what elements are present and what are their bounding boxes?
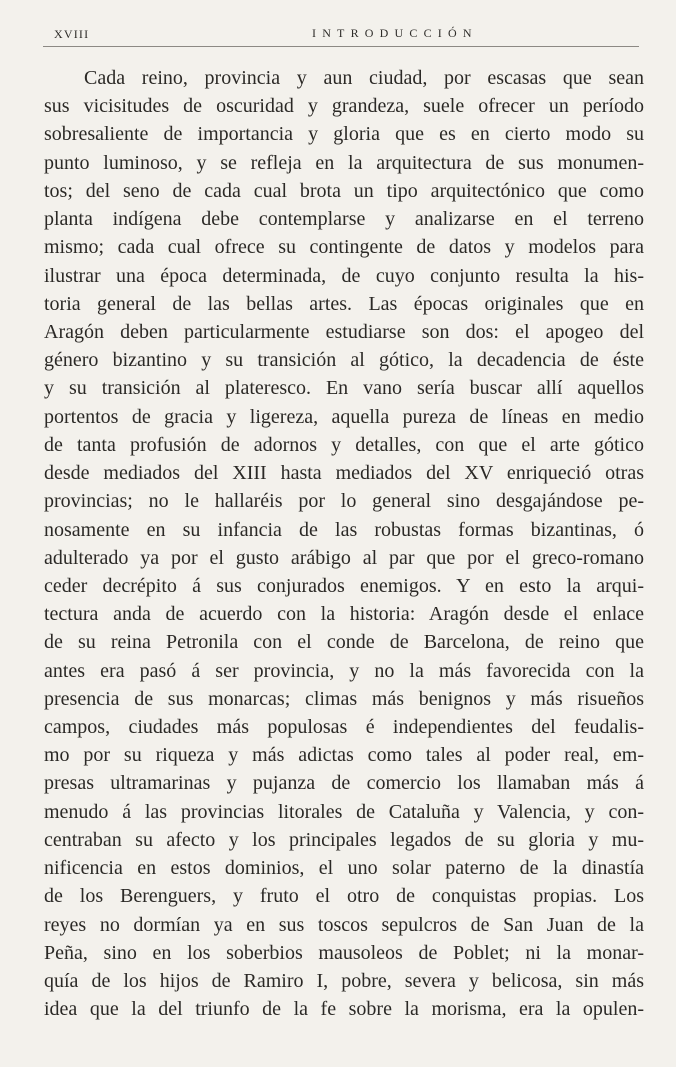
- text-line: y su transición al plateresco. En vano sería buscar allí aquellos: [44, 377, 644, 400]
- text-line: mismo; cada cual ofrece su contingente de datos y modelos para: [44, 236, 644, 259]
- text-line: Peña, sino en los soberbios mausoleos de Poblet; ni la monar-: [44, 941, 644, 964]
- text-line: reyes no dormían ya en sus toscos sepulcros de San Juan de la: [44, 913, 644, 936]
- header-rule: [43, 46, 639, 47]
- text-line: desde mediados del XIII hasta mediados del XV enriqueció otras: [44, 462, 644, 485]
- text-line: portentos de gracia y ligereza, aquella pureza de líneas en medio: [44, 405, 644, 428]
- text-line: campos, ciudades más populosas é independientes del feudalis-: [44, 716, 644, 739]
- text-line: de los Berenguers, y fruto el otro de conquistas propias. Los: [44, 885, 644, 908]
- section-title: INTRODUCCIÓN: [312, 26, 478, 40]
- text-line: menudo á las provincias litorales de Cataluña y Valencia, y con-: [44, 800, 644, 823]
- text-line: sobresaliente de importancia y gloria que es en cierto modo su: [44, 123, 644, 146]
- text-line: centraban su afecto y los principales legados de su gloria y mu-: [44, 828, 644, 851]
- text-line: presencia de sus monarcas; climas más benignos y más risueños: [44, 687, 644, 710]
- text-line: presas ultramarinas y pujanza de comercio los llamaban más á: [44, 772, 644, 795]
- text-line: nificencia en estos dominios, el uno solar paterno de la dinastía: [44, 857, 644, 880]
- text-line: género bizantino y su transición al gótico, la decadencia de éste: [44, 349, 644, 372]
- text-line: ilustrar una época determinada, de cuyo conjunto resulta la his-: [44, 264, 644, 287]
- text-line: idea que la del triunfo de la fe sobre la morisma, era la opulen-: [44, 998, 644, 1021]
- text-line: de su reina Petronila con el conde de Barcelona, de reino que: [44, 631, 644, 654]
- text-line: tectura anda de acuerdo con la historia: Aragón desde el enlace: [44, 603, 644, 626]
- text-line: Aragón deben particularmente estudiarse son dos: el apogeo del: [44, 320, 644, 343]
- text-line: provincias; no le hallaréis por lo general sino desgajándose pe-: [44, 490, 644, 513]
- text-line: de tanta profusión de adornos y detalles, con que el arte gótico: [44, 433, 644, 456]
- text-line: Cada reino, provincia y aun ciudad, por escasas que sean: [84, 67, 644, 89]
- text-line: sus vicisitudes de oscuridad y grandeza, suele ofrecer un período: [44, 95, 644, 118]
- body-paragraph: [44, 64, 644, 1023]
- text-line: mo por su riqueza y más adictas como tales al poder real, em-: [44, 744, 644, 767]
- text-line: punto luminoso, y se refleja en la arquitectura de sus monumen-: [44, 151, 644, 174]
- running-head: [54, 24, 640, 44]
- text-line: ceder decrépito á sus conjurados enemigos. Y en esto la arqui-: [44, 574, 644, 597]
- text-line: planta indígena debe contemplarse y analizarse en el terreno: [44, 208, 644, 231]
- text-line: quía de los hijos de Ramiro I, pobre, severa y belicosa, sin más: [44, 970, 644, 992]
- text-line: tos; del seno de cada cual brota un tipo arquitectónico que como: [44, 179, 644, 202]
- text-line: nosamente en su infancia de las robustas formas bizantinas, ó: [44, 518, 644, 541]
- text-line: antes era pasó á ser provincia, y no la más favorecida con la: [44, 659, 644, 682]
- page-number: XVIII: [54, 27, 90, 41]
- text-line: adulterado ya por el gusto arábigo al par que por el greco-romano: [44, 546, 644, 569]
- text-line: toria general de las bellas artes. Las épocas originales que en: [44, 292, 644, 315]
